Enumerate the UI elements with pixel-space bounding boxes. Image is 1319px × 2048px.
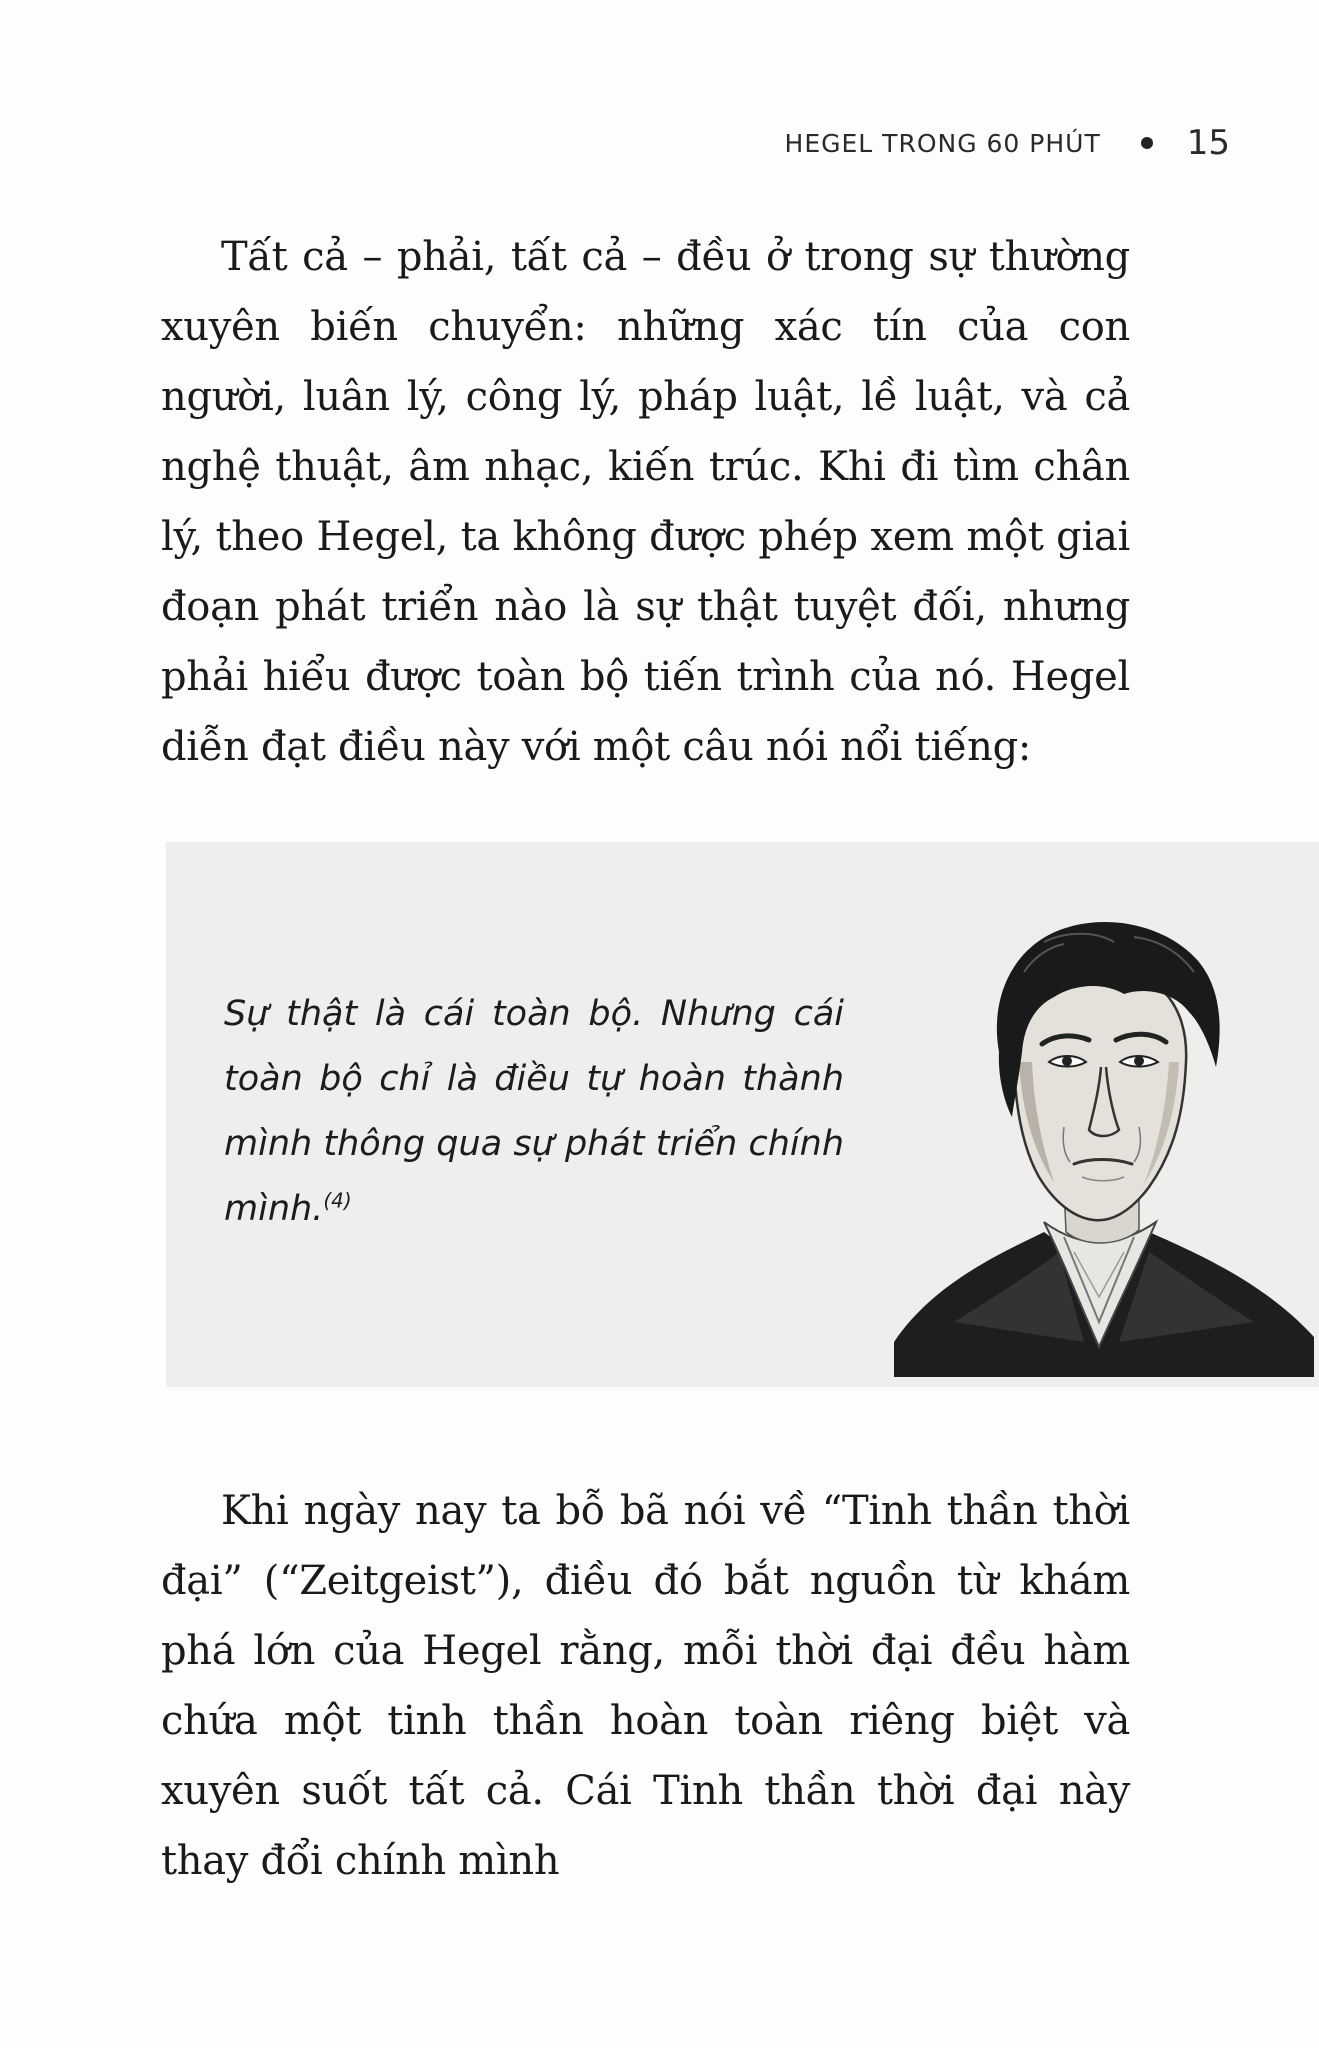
portrait-of-hegel-icon [894,902,1314,1377]
quote-panel [166,842,1319,1387]
body-paragraph-1: Tất cả – phải, tất cả – đều ở trong sự thường xuyên biến chuyển: những xác tín của con người, luân lý, công lý, pháp luật, lề luật, và cả nghệ thuật, âm nhạc, kiến trúc. Khi đi tìm chân lý, theo Hegel, ta không được phép xem một giai đoạn phát triển nào là sự thật tuyệt đối, nhưng phải hiểu được toàn bộ tiến trình của nó. Hegel diễn đạt điều này với một câu nói nổi tiếng: [161,234,1130,770]
quote-text: Sự thật là cái toàn bộ. Nhưng cái toàn bộ chỉ là điều tự hoàn thành mình thông qua sự phát triển chính mình. [224,994,844,1229]
quote [224,982,844,1242]
page-number: 15 [1186,123,1230,163]
running-header [700,118,1230,168]
bullet-separator-icon [1141,137,1153,149]
body-paragraph-2: Khi ngày nay ta bỗ bã nói về “Tinh thần thời đại” (“Zeitgeist”), điều đó bắt nguồn từ khám phá lớn của Hegel rằng, mỗi thời đại đều hàm chứa một tinh thần hoàn toàn riêng biệt và xuyên suốt tất cả. Cái Tinh thần thời đại này thay đổi chính mình [161,1488,1130,1884]
running-title: HEGEL TRONG 60 PHÚT [784,128,1101,158]
footnote-reference: (4) [323,1188,352,1213]
